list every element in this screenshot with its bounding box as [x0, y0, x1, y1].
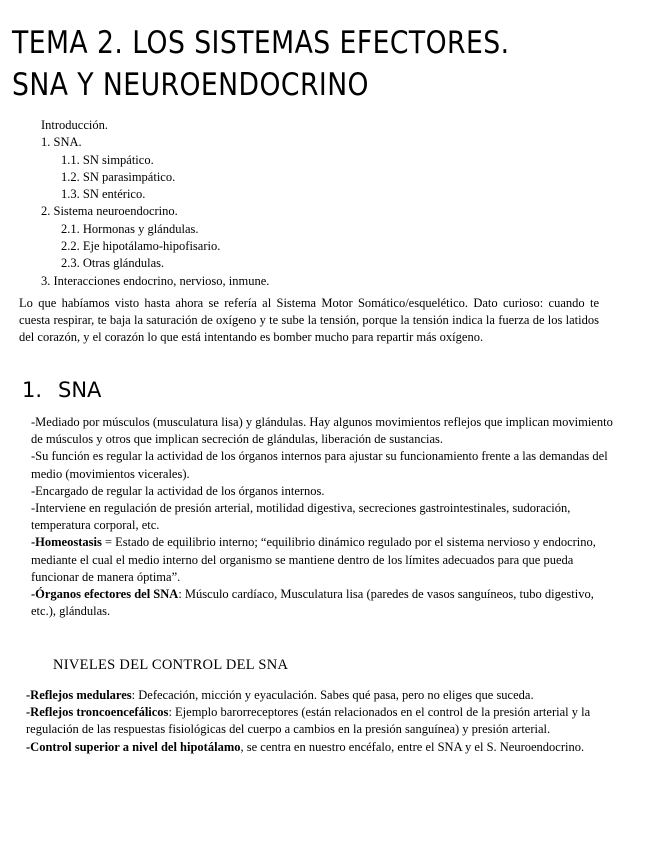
toc-item: 1.3. SN entérico. [61, 187, 146, 202]
sna-item [31, 448, 615, 482]
section-heading-sna [22, 378, 101, 402]
toc-item: 3. Interacciones endocrino, nervioso, inmune. [41, 273, 270, 288]
toc-item: 2.3. Otras glándulas. [61, 256, 165, 271]
sna-item-text: : Músculo cardíaco, Musculatura lisa (paredes de vasos sanguíneos, tubo digestivo, etc.), glándulas. [31, 587, 594, 619]
sna-item [31, 586, 615, 620]
toc-item: 2. Sistema neuroendocrino. [41, 204, 178, 219]
sna-item [31, 534, 615, 586]
niveles-item-text: , se centra en nuestro encéfalo, entre el SNA y el S. Neuroendocrino. [240, 739, 585, 754]
sna-item-text: = Estado de equilibrio interno; “equilibrio dinámico regulado por el sistema nervioso y endocrino, mediante el cual el medio interno del organismo se mantiene dentro de los límites adecuados para que pueda funcionar de manera óptima”. [31, 535, 596, 584]
sna-item-bold: -Homeostasis [31, 535, 102, 550]
section-number: 1. [22, 378, 43, 402]
intro-paragraph: Lo que habíamos visto hasta ahora se refería al Sistema Motor Somático/esquelético. Dato curioso: cuando te cuesta respirar, te baja la saturación de oxígeno y te sube la tensión, porque la tensión indica la fuerza de los latidos del corazón, y el corazón lo que está intentando es bomber mucho para repartir más oxígeno. [19, 296, 599, 344]
niveles-item [26, 704, 606, 738]
toc-item: 1.1. SN simpático. [61, 152, 154, 167]
niveles-item [26, 687, 606, 704]
niveles-body [26, 687, 606, 756]
sna-item [31, 414, 615, 448]
sna-item-text: -Su función es regular la actividad de los órganos internos para ajustar su funcionamiento frente a las demandas del medio (movimientos vicerales). [31, 449, 608, 481]
sna-item-text: -Mediado por músculos (musculatura lisa) y glándulas. Hay algunos movimientos reflejos que implican movimiento de músculos y otros que implican secreción de glándulas, liberación de sustancias. [31, 415, 613, 447]
subsection-heading: NIVELES DEL CONTROL DEL SNA [53, 657, 289, 673]
niveles-item-text: : Ejemplo barorreceptores (están relacionados en el control de la presión arterial y la regulación de las respuestas fisiológicas del cuerpo a cambios en la presión sanguínea) y presión arterial. [26, 705, 591, 737]
table-of-contents [41, 117, 269, 290]
niveles-item [26, 739, 606, 756]
sna-item-bold: -Órganos efectores del SNA [31, 587, 179, 602]
sna-item-text: -Interviene en regulación de presión arterial, motilidad digestiva, secreciones gastrointestinales, sudoración, temperatura corporal, etc. [31, 501, 571, 533]
sna-item-text: -Encargado de regular la actividad de los órganos internos. [31, 483, 325, 498]
toc-item: Introducción. [41, 118, 108, 132]
sna-item [31, 500, 615, 534]
section-title: SNA [58, 378, 102, 402]
niveles-item-text: : Defecación, micción y eyaculación. Sabes qué pasa, pero no eliges que suceda. [131, 688, 534, 702]
toc-item: 1.2. SN parasimpático. [61, 169, 176, 184]
niveles-item-bold: -Reflejos troncoencefálicos [26, 705, 169, 720]
sna-item [31, 483, 615, 500]
toc-item: 1. SNA. [41, 135, 82, 150]
toc-item: 2.1. Hormonas y glándulas. [61, 221, 199, 236]
niveles-item-bold: -Reflejos medulares [26, 688, 132, 702]
sna-body [31, 414, 615, 620]
niveles-item-bold: -Control superior a nivel del hipotálamo [26, 739, 241, 754]
document-title: TEMA 2. LOS SISTEMAS EFECTORES. SNA Y NEUROENDOCRINO [12, 25, 510, 103]
toc-item: 2.2. Eje hipotálamo-hipofisario. [61, 239, 221, 254]
